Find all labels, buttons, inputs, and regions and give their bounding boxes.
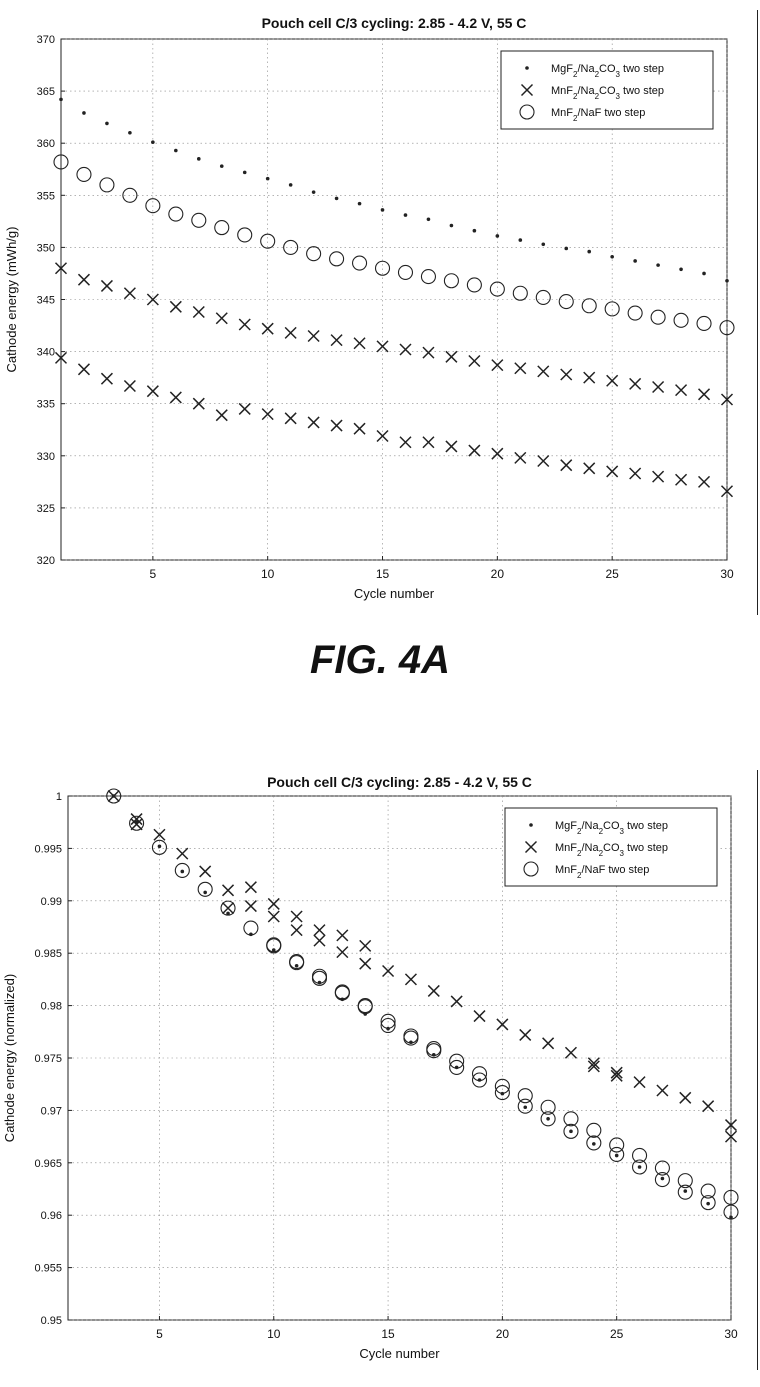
chart-b-point-dot (683, 1189, 687, 1193)
chart-a-point-dot (633, 259, 637, 263)
chart-a-y-tick-label: 365 (36, 86, 55, 99)
chart-a-point-dot (564, 247, 568, 251)
chart-b-point-dot (592, 1142, 596, 1146)
chart-b-y-tick-label: 1 (55, 791, 62, 803)
figure-4b-chart (0, 770, 760, 1382)
chart-svg-normalized-energy (0, 770, 760, 1382)
chart-a-point-dot (610, 255, 614, 259)
chart-a-legend-entry: $MgF_2/Na_2CO_3$ two step (551, 63, 665, 79)
chart-b-x-tick-label: 5 (156, 1327, 163, 1341)
chart-a-y-tick-label: 330 (36, 450, 55, 463)
chart-a-point-dot (174, 149, 178, 153)
chart-a-point-dot (656, 263, 660, 267)
chart-b-y-tick-label: 0.99 (40, 895, 62, 908)
chart-b-legend (505, 808, 717, 886)
chart-b-point-dot (295, 964, 299, 968)
chart-a-x-tick-label: 30 (720, 567, 734, 581)
chart-a-point-dot (725, 279, 729, 283)
chart-a-point-dot (82, 111, 86, 115)
figure-caption: FIG. 4A (309, 638, 451, 682)
chart-a-legend-entry: $MnF_2/Na_2CO_3$ two step (551, 85, 665, 101)
chart-a-point-dot (151, 140, 155, 144)
chart-a-point-dot (473, 229, 477, 233)
chart-b-y-tick-label: 0.96 (40, 1210, 62, 1223)
chart-b-y-tick-label: 0.98 (40, 1000, 62, 1013)
chart-a-x-tick-label: 10 (261, 567, 275, 581)
chart-b-title: Pouch cell C/3 cycling: 2.85 - 4.2 V, 55 C (267, 774, 532, 790)
chart-b-x-tick-label: 20 (495, 1327, 510, 1341)
chart-b-y-tick-label: 0.995 (34, 843, 62, 856)
chart-b-point-dot (569, 1130, 573, 1134)
chart-a-point-dot (105, 122, 109, 126)
chart-a-x-tick-label: 20 (490, 567, 505, 581)
chart-a-point-dot (243, 171, 247, 175)
chart-a-point-dot (587, 250, 591, 254)
chart-a-y-tick-label: 360 (36, 138, 55, 151)
chart-b-x-tick-label: 30 (724, 1327, 738, 1341)
chart-a-point-dot (541, 242, 545, 246)
chart-b-point-dot (706, 1202, 710, 1206)
chart-a-point-dot (335, 197, 339, 201)
chart-b-y-tick-label: 0.965 (34, 1157, 62, 1170)
chart-a-point-dot (266, 177, 270, 181)
chart-a-y-tick-label: 340 (36, 346, 55, 359)
chart-a-point-dot (358, 202, 362, 206)
chart-b-point-dot (181, 870, 185, 874)
chart-a-point-dot (702, 272, 706, 276)
chart-a-legend-marker-dot (525, 66, 529, 70)
chart-b-legend-marker-dot (529, 823, 533, 827)
chart-a-legend-entry: MnF$_2$/NaF two step (551, 107, 646, 123)
chart-a-title: Pouch cell C/3 cycling: 2.85 - 4.2 V, 55 C (261, 15, 527, 31)
chart-b-point-dot (523, 1105, 527, 1109)
chart-a-point-dot (289, 183, 293, 187)
chart-a-y-tick-label: 355 (36, 190, 55, 203)
chart-a-x-tick-label: 5 (149, 567, 157, 581)
page-border-right-top (757, 10, 758, 615)
chart-a-y-tick-label: 345 (36, 294, 55, 307)
chart-a-y-tick-label: 320 (36, 555, 55, 567)
chart-b-y-tick-label: 0.955 (34, 1262, 62, 1275)
chart-b-x-tick-label: 25 (610, 1327, 624, 1341)
chart-b-y-tick-label: 0.985 (34, 948, 62, 961)
chart-b-legend-entry: MnF$_2$/NaF two step (555, 864, 650, 880)
chart-a-point-dot (519, 238, 523, 242)
figure-4a-chart (0, 0, 760, 620)
chart-b-y-tick-label: 0.97 (40, 1105, 62, 1118)
chart-b-point-dot (661, 1177, 665, 1181)
chart-a-legend (501, 51, 713, 129)
chart-a-point-dot (496, 234, 500, 238)
chart-b-x-tick-label: 10 (267, 1327, 281, 1341)
chart-a-point-dot (427, 217, 431, 221)
chart-a-point-dot (220, 164, 224, 168)
chart-a-y-axis-label: Cathode energy (mWh/g) (4, 226, 19, 373)
chart-b-point-dot (546, 1117, 550, 1121)
chart-a-point-dot (381, 208, 385, 212)
chart-a-point-dot (128, 131, 132, 135)
chart-a-point-dot (312, 190, 316, 194)
chart-a-point-dot (59, 98, 63, 102)
chart-b-x-axis-label: Cycle number (359, 1346, 440, 1361)
chart-b-y-tick-label: 0.95 (40, 1315, 62, 1327)
chart-a-y-tick-label: 335 (36, 398, 55, 411)
chart-a-point-dot (450, 224, 454, 228)
chart-a-point-dot (679, 267, 683, 271)
chart-b-point-dot (615, 1154, 619, 1158)
chart-b-legend-entry: $MgF_2/Na_2CO_3$ two step (555, 820, 669, 836)
chart-b-point-dot (158, 845, 162, 849)
chart-a-point-dot (197, 157, 201, 161)
chart-b-y-tick-label: 0.975 (34, 1053, 62, 1065)
chart-a-point-dot (404, 213, 408, 217)
chart-b-legend-entry: $MnF_2/Na_2CO_3$ two step (555, 842, 669, 858)
chart-b-y-axis-label: Cathode energy (normalized) (2, 973, 17, 1143)
chart-b-x-tick-label: 15 (381, 1327, 395, 1341)
chart-a-x-tick-label: 15 (375, 567, 390, 581)
chart-a-x-tick-label: 25 (605, 567, 619, 581)
chart-a-y-tick-label: 350 (36, 242, 55, 255)
chart-svg-cathode-energy (0, 0, 760, 620)
chart-a-y-tick-label: 370 (36, 34, 55, 46)
chart-b-point-dot (638, 1165, 642, 1169)
chart-a-x-axis-label: Cycle number (353, 586, 435, 601)
chart-b-point-dot (203, 891, 207, 895)
chart-a-y-tick-label: 325 (36, 502, 55, 515)
